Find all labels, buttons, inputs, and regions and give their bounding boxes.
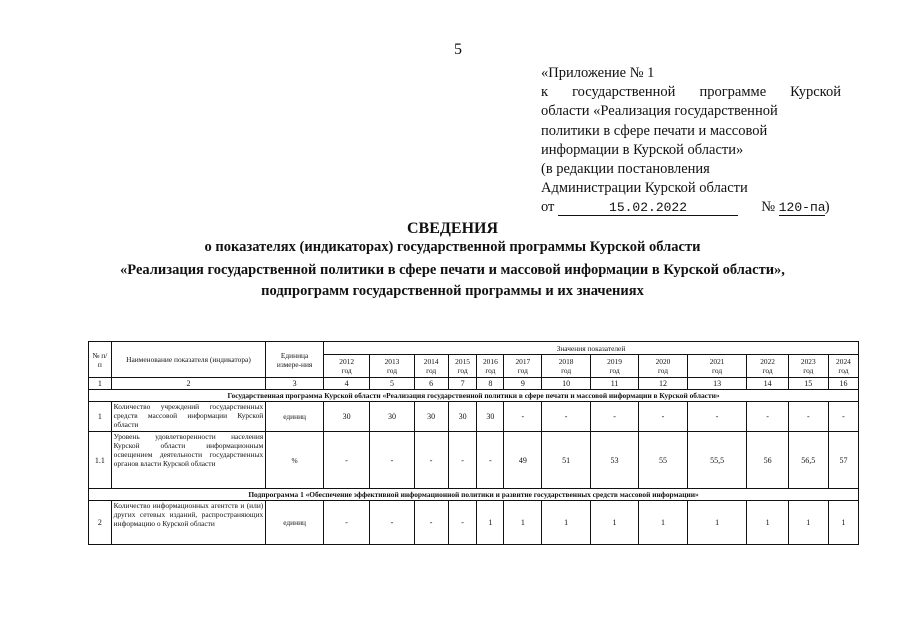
- unit-cell: единиц: [266, 402, 324, 432]
- year-label: 2023: [800, 357, 816, 366]
- year-unit-label: год: [561, 366, 572, 375]
- table-row: [89, 402, 859, 432]
- year-header-cell: [477, 355, 504, 378]
- section-state-program: Государственная программа Курской области «Реализация государственной политики в сфере печати и массовой информации в Курской области»: [89, 390, 859, 402]
- header-name: Наименование показателя (индикатора): [111, 342, 266, 378]
- value-cell: 1: [639, 501, 687, 545]
- value-cell: 1: [788, 501, 828, 545]
- resolution-date: 15.02.2022: [558, 200, 738, 216]
- column-number-cell: 16: [828, 378, 858, 390]
- value-cell: -: [788, 402, 828, 432]
- column-number-cell: 1: [89, 378, 112, 390]
- value-cell: 1: [542, 501, 590, 545]
- year-label: 2022: [760, 357, 775, 366]
- year-label: 2019: [607, 357, 622, 366]
- value-cell: -: [747, 402, 788, 432]
- table-row: [89, 432, 859, 489]
- value-cell: -: [828, 402, 858, 432]
- annex-line-6: (в редакции постановления: [541, 161, 710, 178]
- year-header-cell: [448, 355, 477, 378]
- column-number-cell: 12: [639, 378, 687, 390]
- year-header-cell: [414, 355, 448, 378]
- row-number-cell: 1.1: [89, 432, 112, 489]
- value-cell: 51: [542, 432, 590, 489]
- year-label: 2015: [455, 357, 470, 366]
- year-unit-label: год: [517, 366, 528, 375]
- year-label: 2018: [558, 357, 574, 366]
- value-cell: -: [590, 402, 638, 432]
- section-subprogram-1: Подпрограмма 1 «Обеспечение эффективной информационной политики и развитие государственных средств массовой информации»: [89, 489, 859, 501]
- column-number-cell: 15: [788, 378, 828, 390]
- year-header-cell: [590, 355, 638, 378]
- unit-cell: %: [266, 432, 324, 489]
- value-cell: 1: [477, 501, 504, 545]
- value-cell: 55: [639, 432, 687, 489]
- column-number-cell: 6: [414, 378, 448, 390]
- year-label: 2012: [339, 357, 355, 366]
- annex-line-5: информации в Курской области»: [541, 141, 744, 158]
- year-unit-label: год: [712, 366, 723, 375]
- number-label: №: [761, 199, 776, 216]
- year-unit-label: год: [838, 366, 849, 375]
- annex-line-2: к государственной программе Курской: [541, 84, 841, 101]
- indicator-name-cell: Количество учреждений государственных средств массовой информации Курской области: [111, 402, 266, 432]
- annex-line-4: политики в сфере печати и массовой: [541, 122, 768, 139]
- column-number-cell: 5: [370, 378, 414, 390]
- column-number-cell: 7: [448, 378, 477, 390]
- value-cell: -: [323, 432, 369, 489]
- value-cell: 30: [323, 402, 369, 432]
- page-number: 5: [454, 41, 462, 58]
- year-label: 2021: [709, 357, 725, 366]
- year-unit-label: год: [657, 366, 669, 375]
- header-values: Значения показателей: [323, 342, 858, 355]
- value-cell: -: [639, 402, 687, 432]
- document-title: СВЕДЕНИЯ: [406, 220, 499, 237]
- value-cell: -: [370, 501, 414, 545]
- document-subtitle-2: «Реализация государственной политики в сфере печати и массовой информации в Курской области»,: [120, 262, 785, 278]
- indicator-name-cell: Уровень удовлетворенности населения Курской области информационным освещением деятельности государственных органов власти Курской области: [111, 432, 266, 489]
- header-no: № п/п: [89, 342, 112, 378]
- value-cell: 1: [590, 501, 638, 545]
- column-number-cell: 9: [504, 378, 542, 390]
- value-cell: -: [448, 432, 477, 489]
- annex-line-7: Администрации Курской области: [541, 180, 748, 197]
- value-cell: 57: [828, 432, 858, 489]
- value-cell: 49: [504, 432, 542, 489]
- value-cell: 55,5: [687, 432, 747, 489]
- row-number-cell: 1: [89, 402, 112, 432]
- value-cell: 1: [747, 501, 788, 545]
- value-cell: -: [542, 402, 590, 432]
- value-cell: -: [414, 432, 448, 489]
- column-number-cell: 13: [687, 378, 747, 390]
- column-number-cell: 2: [111, 378, 266, 390]
- year-label: 2020: [655, 357, 671, 366]
- year-label: 2013: [384, 357, 400, 366]
- year-header-cell: [747, 355, 788, 378]
- document-subtitle-1: о показателях (индикаторах) государственной программы Курской области: [204, 239, 701, 255]
- value-cell: 30: [477, 402, 504, 432]
- year-unit-label: год: [485, 366, 496, 375]
- year-unit-label: год: [609, 366, 620, 375]
- year-header-cell: [788, 355, 828, 378]
- value-cell: -: [448, 501, 477, 545]
- resolution-number: 120-па: [778, 200, 826, 216]
- indicators-table: [88, 341, 859, 545]
- annex-header: [541, 64, 841, 218]
- column-number-cell: 4: [323, 378, 369, 390]
- annex-line-1: «Приложение № 1: [541, 65, 655, 81]
- from-label: от: [541, 199, 555, 216]
- header-unit: Единица измере-ния: [266, 342, 324, 378]
- value-cell: -: [687, 402, 747, 432]
- annex-line-3: области «Реализация государственной: [541, 103, 778, 120]
- column-number-cell: 14: [747, 378, 788, 390]
- year-unit-label: год: [386, 366, 398, 375]
- closing-paren: ): [824, 199, 830, 216]
- year-unit-label: год: [426, 366, 437, 375]
- table-row: [89, 501, 859, 545]
- value-cell: 1: [504, 501, 542, 545]
- unit-cell: единиц: [266, 501, 324, 545]
- year-unit-label: год: [803, 366, 814, 375]
- column-number-cell: 11: [590, 378, 638, 390]
- value-cell: 30: [414, 402, 448, 432]
- year-unit-label: год: [341, 366, 352, 375]
- value-cell: -: [414, 501, 448, 545]
- value-cell: -: [477, 432, 504, 489]
- value-cell: -: [323, 501, 369, 545]
- value-cell: 56,5: [788, 432, 828, 489]
- value-cell: 1: [828, 501, 858, 545]
- year-header-cell: [542, 355, 590, 378]
- column-number-cell: 10: [542, 378, 590, 390]
- year-unit-label: год: [457, 366, 468, 375]
- value-cell: 56: [747, 432, 788, 489]
- value-cell: 30: [448, 402, 477, 432]
- year-header-cell: [828, 355, 858, 378]
- column-number-cell: 3: [266, 378, 324, 390]
- year-unit-label: год: [762, 366, 773, 375]
- year-header-cell: [370, 355, 414, 378]
- year-header-cell: [323, 355, 369, 378]
- year-header-cell: [639, 355, 687, 378]
- year-label: 2017: [515, 357, 531, 366]
- annex-date-line: [541, 198, 841, 217]
- year-label: 2016: [482, 357, 498, 366]
- document-subtitle-3: подпрограмм государственной программы и их значениях: [261, 283, 644, 299]
- value-cell: 1: [687, 501, 747, 545]
- value-cell: 30: [370, 402, 414, 432]
- value-cell: 53: [590, 432, 638, 489]
- column-number-cell: 8: [477, 378, 504, 390]
- value-cell: -: [504, 402, 542, 432]
- year-header-cell: [687, 355, 747, 378]
- indicator-name-cell: Количество информационных агентств и (или) других сетевых изданий, распространяющих информацию о Курской области: [111, 501, 266, 545]
- year-label: 2024: [836, 357, 851, 366]
- year-header-cell: [504, 355, 542, 378]
- value-cell: -: [370, 432, 414, 489]
- year-label: 2014: [423, 357, 439, 366]
- row-number-cell: 2: [89, 501, 112, 545]
